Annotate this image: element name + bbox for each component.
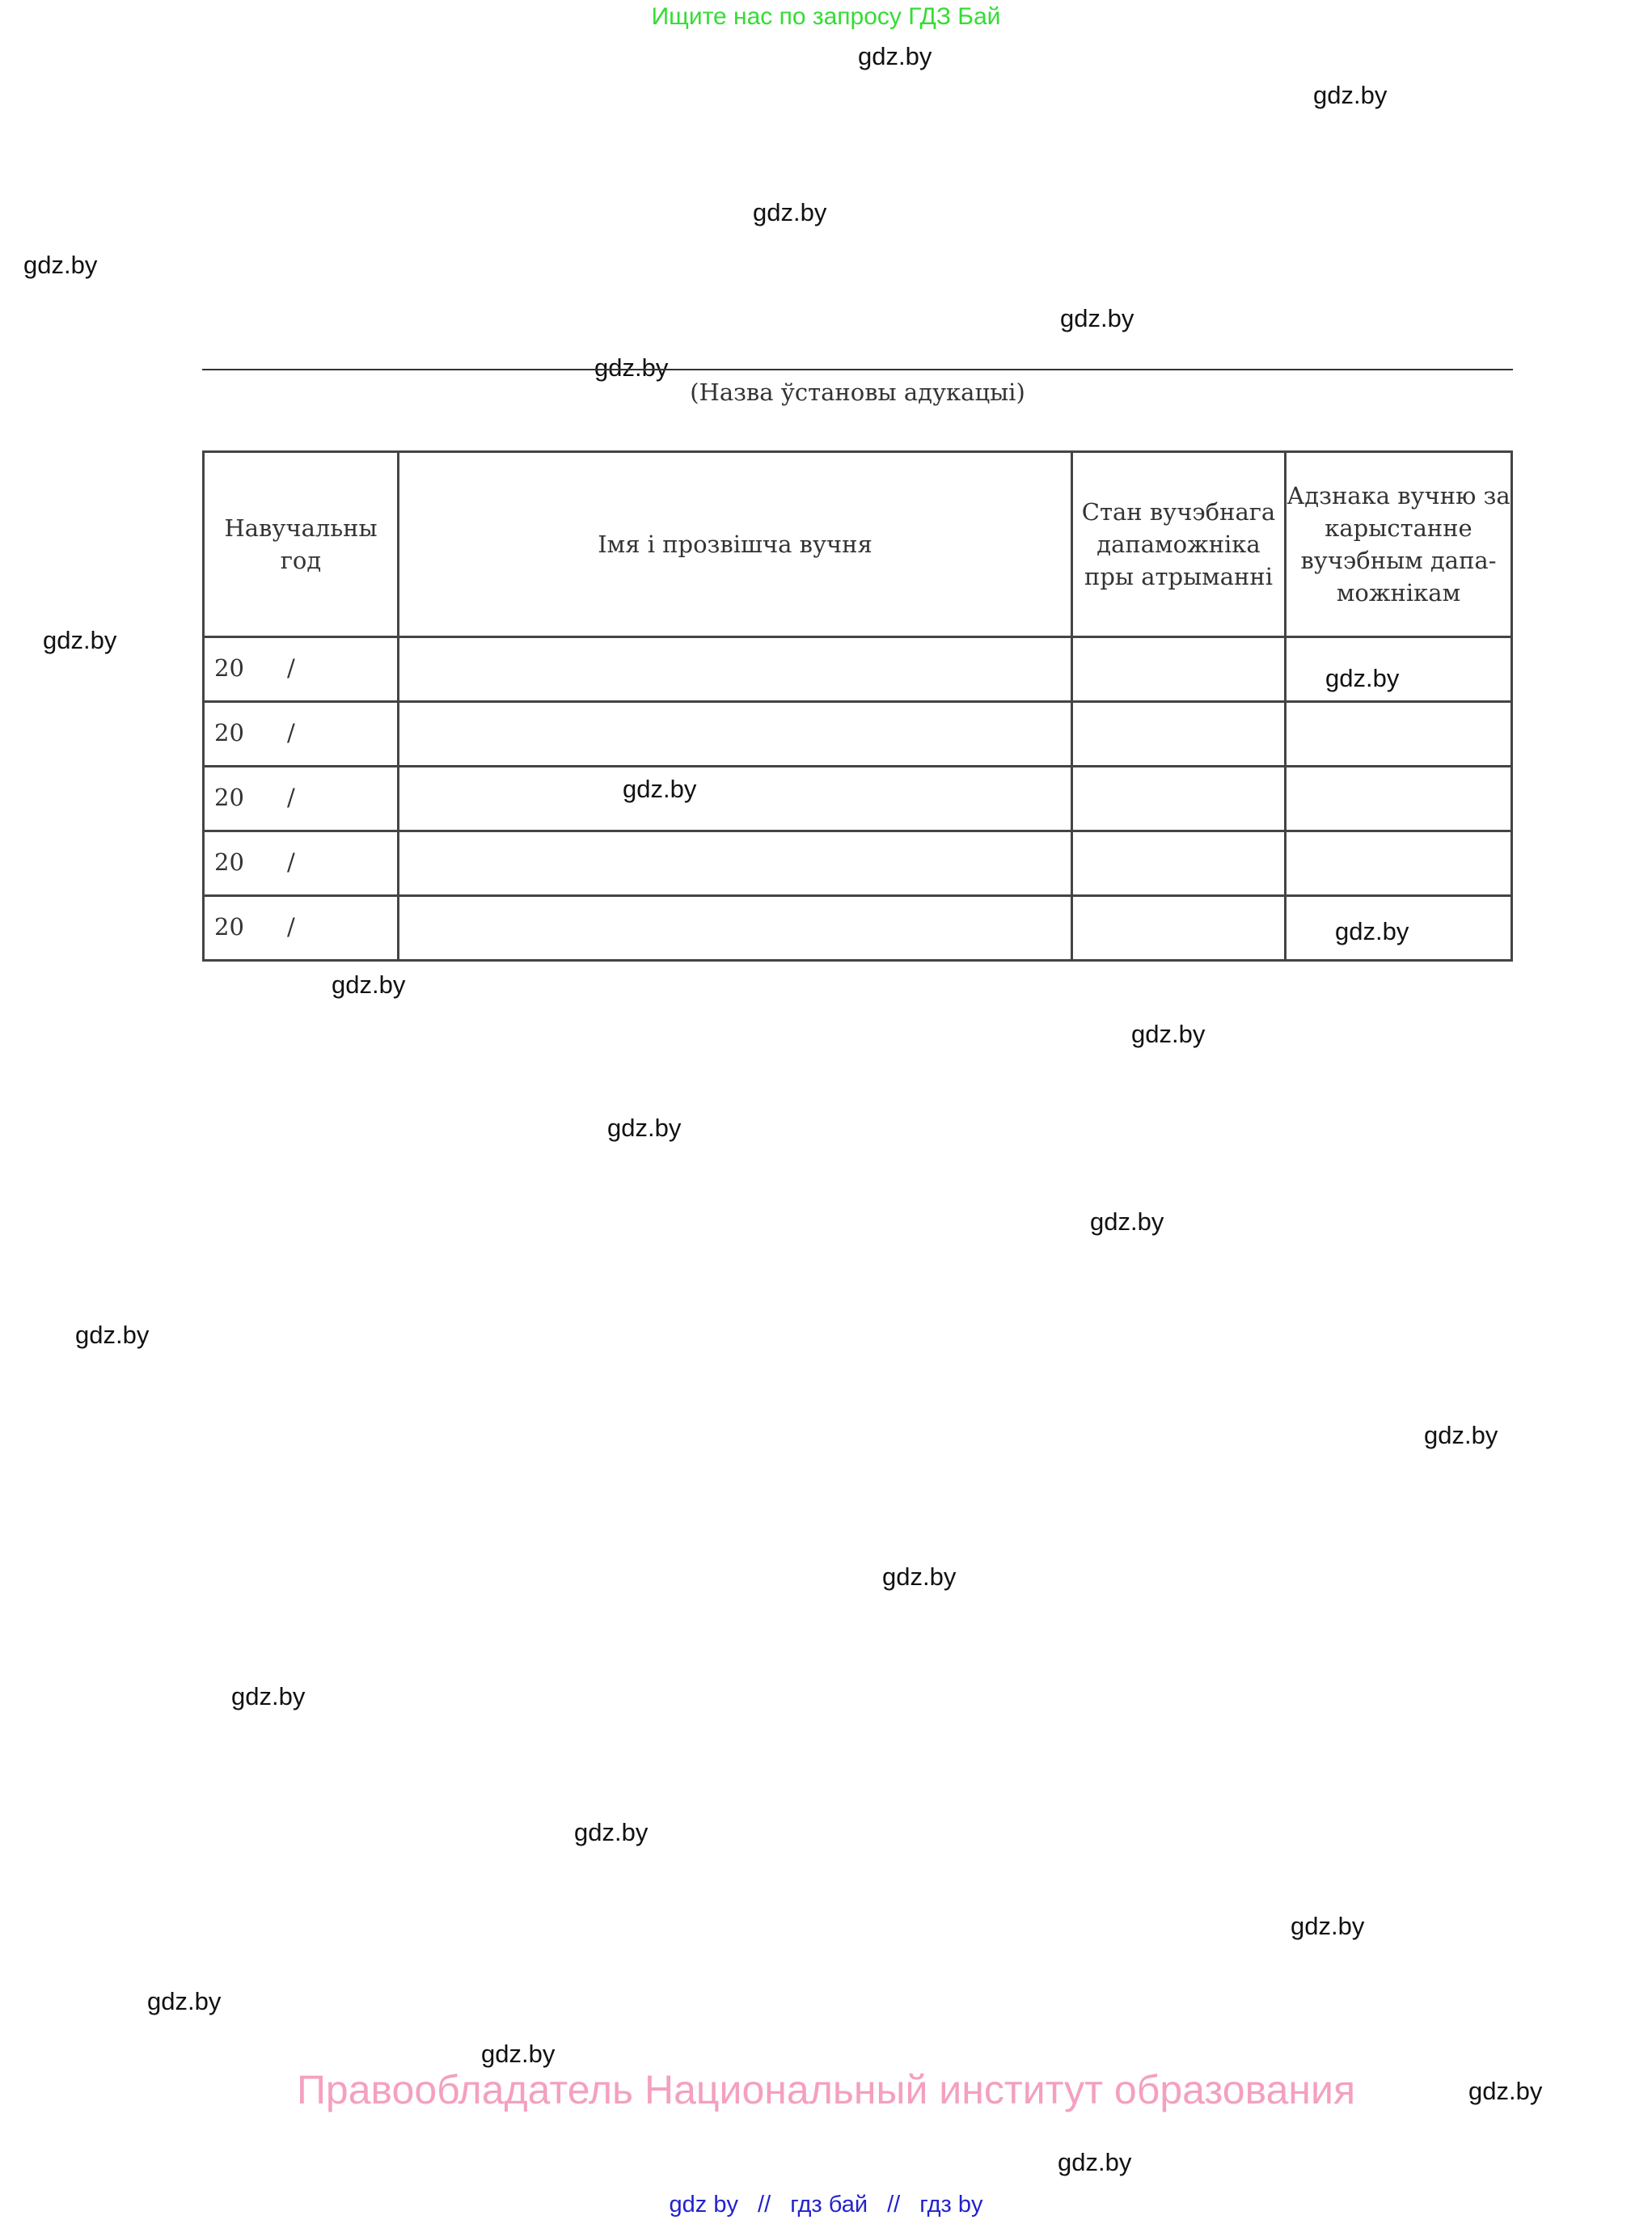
watermark: gdz.by bbox=[1060, 304, 1134, 332]
institution-name-line[interactable] bbox=[202, 369, 1513, 370]
footer-separator: // bbox=[758, 2192, 771, 2218]
textbook-register-table bbox=[202, 450, 1513, 962]
textbook-state-cell[interactable] bbox=[1072, 767, 1286, 831]
student-name-cell[interactable] bbox=[399, 831, 1072, 896]
header-usage-mark: Адзнака вучню за карыстанне вучэбным дапа-можнікам bbox=[1286, 452, 1512, 637]
year-cell[interactable] bbox=[204, 702, 399, 767]
watermark: gdz.by bbox=[623, 775, 697, 803]
student-name-cell[interactable] bbox=[399, 702, 1072, 767]
year-slash: / bbox=[287, 848, 295, 876]
watermark: gdz.by bbox=[1291, 1912, 1365, 1940]
year-prefix: 20 bbox=[214, 913, 244, 941]
footer-link-gdz-by-cyr[interactable]: гдз by bbox=[919, 2192, 983, 2218]
table-row bbox=[204, 767, 1512, 831]
year-cell[interactable] bbox=[204, 767, 399, 831]
watermark: gdz.by bbox=[43, 626, 117, 654]
year-prefix: 20 bbox=[214, 784, 244, 811]
watermark: gdz.by bbox=[481, 2040, 556, 2068]
search-banner: Ищите нас по запросу ГДЗ Бай bbox=[651, 3, 1001, 30]
watermark: gdz.by bbox=[75, 1321, 150, 1349]
usage-mark-cell[interactable] bbox=[1286, 637, 1512, 702]
watermark: gdz.by bbox=[753, 198, 827, 226]
footer-links bbox=[0, 2192, 1652, 2218]
header-textbook-state: Стан вучэбнага дапаможніка пры атрыманні bbox=[1072, 452, 1286, 637]
textbook-state-cell[interactable] bbox=[1072, 896, 1286, 961]
watermark: gdz.by bbox=[607, 1114, 682, 1142]
table-row bbox=[204, 896, 1512, 961]
student-name-cell[interactable] bbox=[399, 896, 1072, 961]
watermark: gdz.by bbox=[147, 1987, 222, 2015]
student-name-cell[interactable] bbox=[399, 637, 1072, 702]
header-year: Навучальны год bbox=[204, 452, 399, 637]
table-row bbox=[204, 831, 1512, 896]
watermark: gdz.by bbox=[1335, 917, 1409, 945]
watermark: gdz.by bbox=[1424, 1421, 1498, 1449]
table-header-row bbox=[204, 452, 1512, 637]
footer-link-gdz-by[interactable]: gdz by bbox=[669, 2192, 738, 2218]
usage-mark-cell[interactable] bbox=[1286, 702, 1512, 767]
watermark: gdz.by bbox=[882, 1562, 957, 1591]
watermark: gdz.by bbox=[332, 970, 406, 999]
footer-link-gdz-bai[interactable]: гдз бай bbox=[790, 2192, 868, 2218]
usage-mark-cell[interactable] bbox=[1286, 896, 1512, 961]
year-slash: / bbox=[287, 913, 295, 941]
watermark: gdz.by bbox=[231, 1682, 306, 1710]
year-cell[interactable] bbox=[204, 637, 399, 702]
watermark: gdz.by bbox=[1090, 1207, 1164, 1236]
watermark: gdz.by bbox=[1325, 664, 1400, 692]
watermark: gdz.by bbox=[1131, 1020, 1206, 1048]
header-student-name: Імя і прозвішча вучня bbox=[399, 452, 1072, 637]
watermark: gdz.by bbox=[574, 1818, 649, 1846]
year-prefix: 20 bbox=[214, 848, 244, 876]
table-row bbox=[204, 702, 1512, 767]
year-slash: / bbox=[287, 654, 295, 682]
year-cell[interactable] bbox=[204, 831, 399, 896]
table-row bbox=[204, 637, 1512, 702]
textbook-state-cell[interactable] bbox=[1072, 702, 1286, 767]
year-cell[interactable] bbox=[204, 896, 399, 961]
year-slash: / bbox=[287, 784, 295, 811]
watermark: gdz.by bbox=[1058, 2148, 1132, 2176]
footer-separator: // bbox=[887, 2192, 901, 2218]
usage-mark-cell[interactable] bbox=[1286, 767, 1512, 831]
institution-caption: (Назва ўстановы адукацыі) bbox=[690, 378, 1025, 406]
year-slash: / bbox=[287, 719, 295, 746]
usage-mark-cell[interactable] bbox=[1286, 831, 1512, 896]
textbook-state-cell[interactable] bbox=[1072, 831, 1286, 896]
watermark: gdz.by bbox=[1468, 2077, 1543, 2105]
watermark: gdz.by bbox=[594, 353, 669, 382]
watermark: gdz.by bbox=[858, 42, 932, 70]
student-name-cell[interactable] bbox=[399, 767, 1072, 831]
watermark: gdz.by bbox=[23, 251, 98, 279]
watermark: gdz.by bbox=[1313, 81, 1388, 109]
copyright-holder-notice: Правообладатель Национальный институт образования bbox=[296, 2067, 1356, 2112]
year-prefix: 20 bbox=[214, 719, 244, 746]
textbook-state-cell[interactable] bbox=[1072, 637, 1286, 702]
year-prefix: 20 bbox=[214, 654, 244, 682]
